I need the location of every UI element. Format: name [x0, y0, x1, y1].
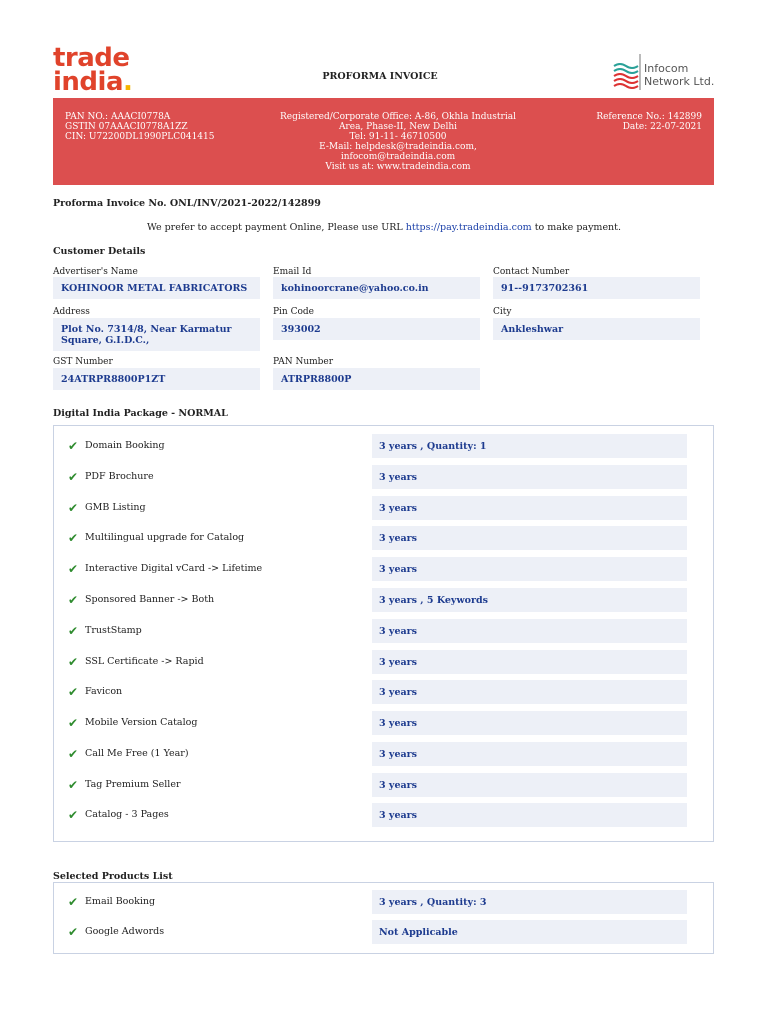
- check-icon: ✔: [68, 895, 79, 909]
- email-field: kohinoorcrane@yahoo.co.in: [273, 277, 480, 299]
- company-banner: [53, 98, 714, 185]
- reference-info: Reference No.: 142899 Date: 22-07-2021: [596, 112, 702, 132]
- page-title: PROFORMA INVOICE: [322, 71, 438, 82]
- tradeindia-logo: trade india.: [53, 43, 133, 97]
- list-item: ✔ Sponsored Banner -> Both 3 years , 5 Keywords: [54, 588, 714, 612]
- contact-label: Contact Number: [493, 267, 570, 277]
- city-label: City: [493, 307, 512, 317]
- email-label: Email Id: [273, 267, 312, 277]
- package-heading: Digital India Package - NORMAL: [53, 408, 228, 419]
- pin-field: 393002: [273, 318, 480, 340]
- list-item: ✔ Mobile Version Catalog 3 years: [54, 711, 714, 735]
- pin-label: Pin Code: [273, 307, 314, 317]
- advertiser-field: KOHINOOR METAL FABRICATORS: [53, 277, 260, 299]
- check-icon: ✔: [68, 778, 79, 792]
- pan-label: PAN Number: [273, 357, 334, 367]
- check-icon: ✔: [68, 716, 79, 730]
- check-icon: ✔: [68, 439, 79, 453]
- products-panel: [53, 882, 714, 954]
- list-item: ✔ Interactive Digital vCard -> Lifetime 3 years: [54, 557, 714, 581]
- package-panel: [53, 425, 714, 842]
- list-item: ✔ Favicon 3 years: [54, 680, 714, 704]
- pan-field: ATRPR8800P: [273, 368, 480, 390]
- list-item: ✔ Multilingual upgrade for Catalog 3 years: [54, 526, 714, 550]
- company-ids: PAN NO.: AAACI0778A GSTIN 07AAACI0778A1ZZ CIN: U72200DL1990PLC041415: [65, 112, 215, 142]
- check-icon: ✔: [68, 531, 79, 545]
- invoice-number: Proforma Invoice No. ONL/INV/2021-2022/142899: [53, 198, 321, 209]
- address-field: Plot No. 7314/8, Near Karmatur Square, G.I.D.C.,: [53, 318, 260, 351]
- list-item: ✔ Google Adwords Not Applicable: [54, 920, 714, 944]
- advertiser-label: Advertiser's Name: [53, 267, 138, 277]
- infocom-logo-icon: [612, 52, 642, 92]
- list-item: ✔ SSL Certificate -> Rapid 3 years: [54, 650, 714, 674]
- check-icon: ✔: [68, 925, 79, 939]
- list-item: ✔ Catalog - 3 Pages 3 years: [54, 803, 714, 827]
- company-address: Registered/Corporate Office: A-86, Okhla Industrial Area, Phase-II, New Delhi Tel: 91-11- 46710500 E-Mail: helpdesk@tradeindia.com, infocom@tradeindia.com Visit us at: www.tradeindia.com: [280, 112, 516, 172]
- check-icon: ✔: [68, 593, 79, 607]
- gst-field: 24ATRPR8800P1ZT: [53, 368, 260, 390]
- city-field: Ankleshwar: [493, 318, 700, 340]
- address-label: Address: [53, 307, 90, 317]
- list-item: ✔ Email Booking 3 years , Quantity: 3: [54, 890, 714, 914]
- check-icon: ✔: [68, 685, 79, 699]
- customer-details-heading: Customer Details: [53, 246, 146, 257]
- check-icon: ✔: [68, 501, 79, 515]
- check-icon: ✔: [68, 808, 79, 822]
- list-item: ✔ Tag Premium Seller 3 years: [54, 773, 714, 797]
- payment-link[interactable]: https://pay.tradeindia.com: [405, 222, 532, 233]
- check-icon: ✔: [68, 470, 79, 484]
- contact-field: 91--9173702361: [493, 277, 700, 299]
- check-icon: ✔: [68, 562, 79, 576]
- products-heading: Selected Products List: [53, 871, 173, 882]
- infocom-name: Infocom Network Ltd.: [644, 62, 715, 88]
- list-item: ✔ Domain Booking 3 years , Quantity: 1: [54, 434, 714, 458]
- check-icon: ✔: [68, 747, 79, 761]
- payment-note: We prefer to accept payment Online, Please use URL https://pay.tradeindia.com to make payment.: [146, 222, 622, 233]
- check-icon: ✔: [68, 655, 79, 669]
- check-icon: ✔: [68, 624, 79, 638]
- gst-label: GST Number: [53, 357, 113, 367]
- list-item: ✔ TrustStamp 3 years: [54, 619, 714, 643]
- list-item: ✔ PDF Brochure 3 years: [54, 465, 714, 489]
- list-item: ✔ GMB Listing 3 years: [54, 496, 714, 520]
- list-item: ✔ Call Me Free (1 Year) 3 years: [54, 742, 714, 766]
